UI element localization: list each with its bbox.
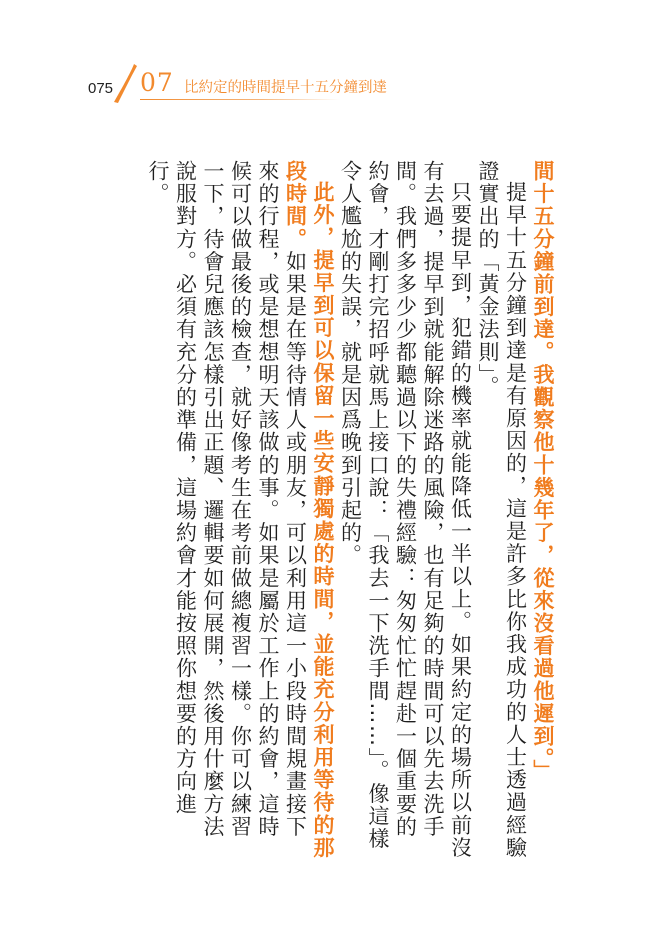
paragraph-4 (144, 160, 337, 860)
brush-stroke-icon (110, 62, 140, 106)
paragraph-2: 提早十五分鐘到達是有原因的，這是許多比你我成功的人士透過經驗證實出的「黃金法則」。 (476, 160, 528, 859)
chapter-title: 比約定的時間提早十五分鐘到達 (184, 80, 387, 96)
body-text (86, 160, 556, 860)
chapter-number: 07 (140, 68, 174, 97)
paragraph-4-rest: 如果是在等待情人或朋友，可以利用這一小段時間規畫接下來的行程，或是想想明天該做的事。如果是屬於工作上的約會，這時候可以做最後的檢查，就好像考生在考前做總複習一樣。你可以練習一下，待會兒應該怎樣引出正題、邏輯要如何展開，然後用什麼方法說服對方。必須有充分的準備，這場約會才能按照你想要的方向進行。 (146, 160, 308, 839)
paragraph-1 (529, 160, 557, 860)
highlight-sentence: 此外，提早到可以保留一些安靜獨處的時間，並能充分利用等待的那段時間。 (283, 160, 335, 859)
running-header (88, 66, 508, 106)
header-rule (140, 99, 340, 100)
highlight-quote: 間十五分鐘前到達。我觀察他十幾年了，從來沒看過他遲到。」 (531, 160, 555, 783)
paragraph-3: 只要提早到，犯錯的機率就能降低一半以上。如果約定的場所以前沒有去過，提早到就能解除迷路的風險，也有足夠的時間可以先去洗手間。我們多多少少都聽過以下的失禮經驗：匆匆忙忙趕赴一個重要的約會，才剛打完招呼就馬上接口說：「我去一下洗手間……」。像這樣令人尷尬的失誤，就是因爲晚到引起的。 (338, 160, 473, 859)
page-number: 075 (88, 80, 114, 97)
